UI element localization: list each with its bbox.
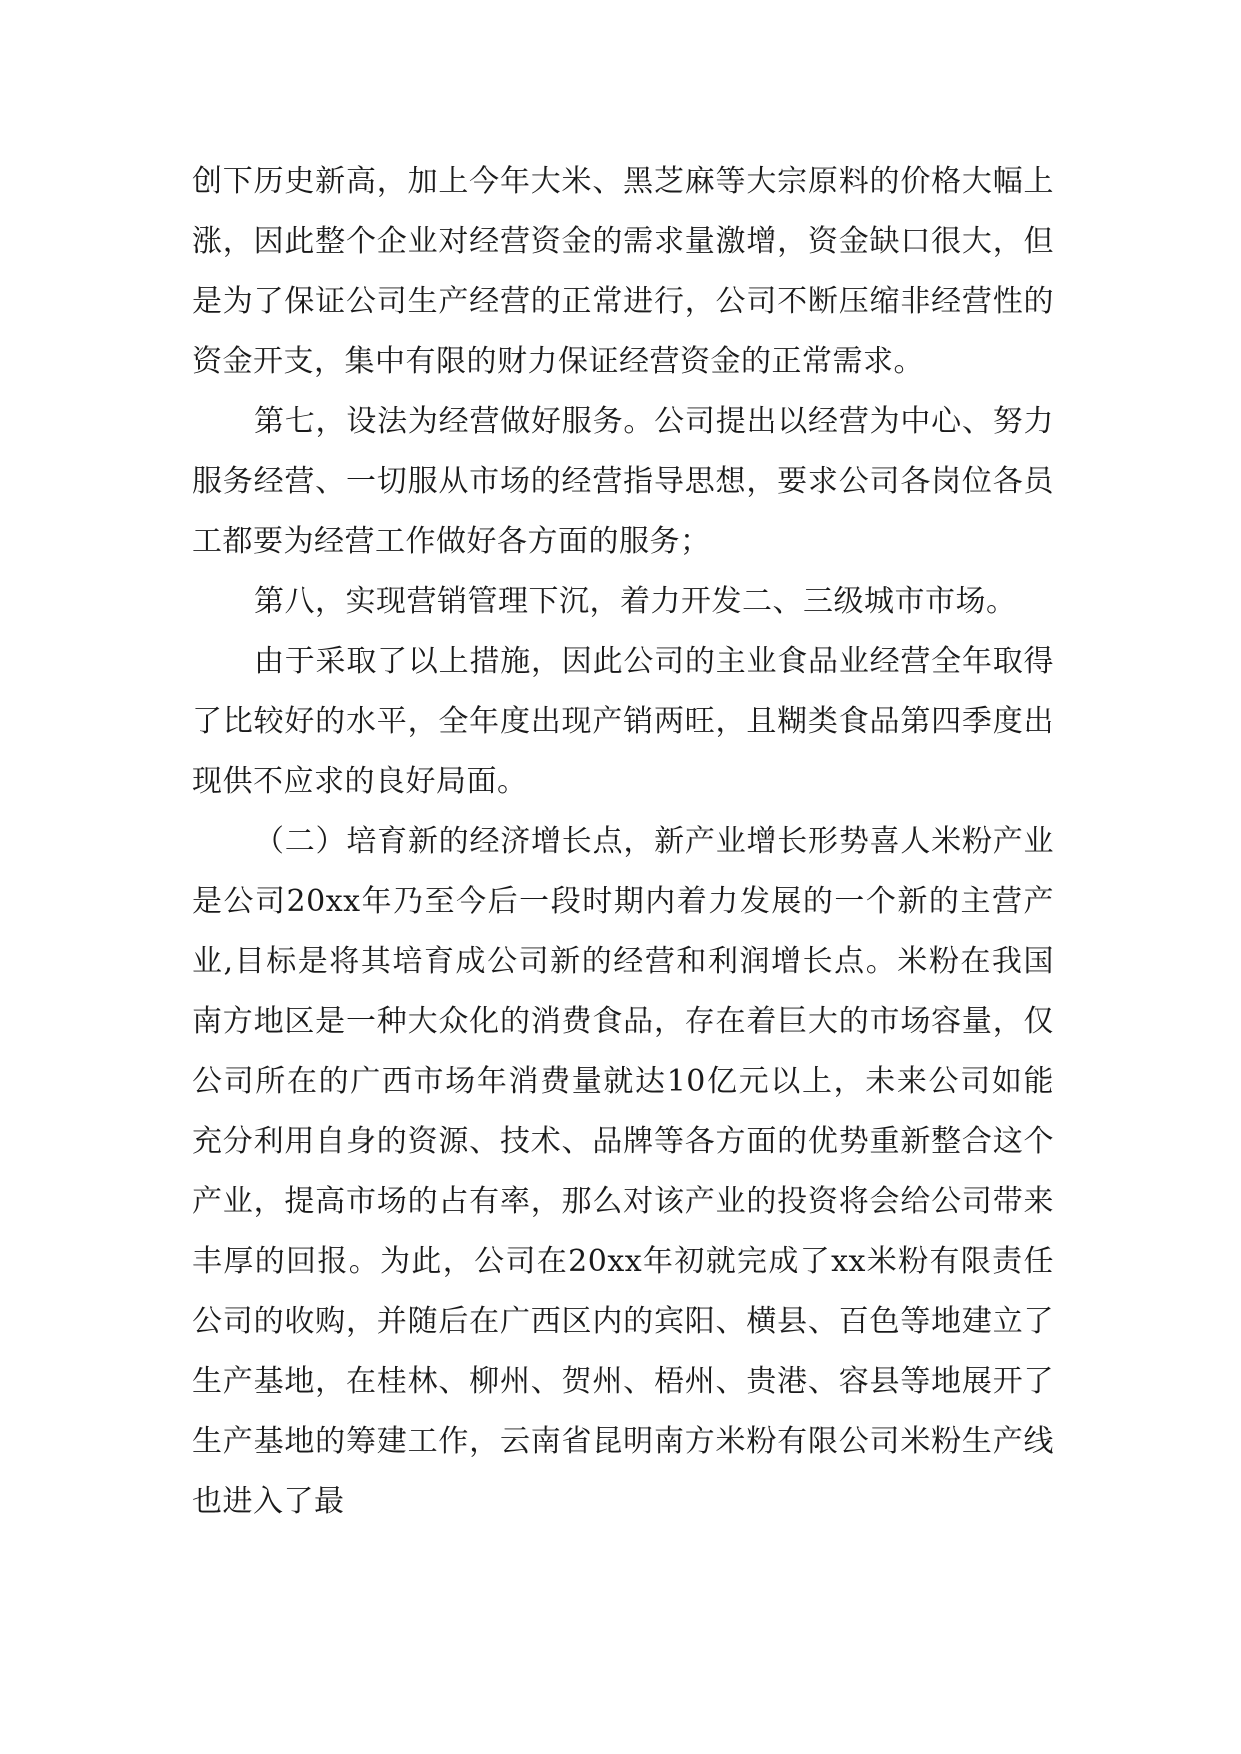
paragraph-5: （二）培育新的经济增长点，新产业增长形势喜人米粉产业是公司20xx年乃至今后一段时期内着力发展的一个新的主营产业,目标是将其培育成公司新的经营和利润增长点。米粉在我国南方地区是一种大众化的消费食品，存在着巨大的市场容量，仅公司所在的广西市场年消费量就达10亿元以上，未来公司如能充分利用自身的资源、技术、品牌等各方面的优势重新整合这个产业，提高市场的占有率，那么对该产业的投资将会给公司带来丰厚的回报。为此，公司在20xx年初就完成了xx米粉有限责任公司的收购，并随后在广西区内的宾阳、横县、百色等地建立了生产基地，在桂林、柳州、贺州、梧州、贵港、容县等地展开了生产基地的筹建工作，云南省昆明南方米粉有限公司米粉生产线也进入了最 xyxy=(192,824,1054,1519)
paragraph-4: 由于采取了以上措施，因此公司的主业食品业经营全年取得了比较好的水平，全年度出现产销两旺，且糊类食品第四季度出现供不应求的良好局面。 xyxy=(192,644,1054,799)
paragraph-3: 第八，实现营销管理下沉，着力开发二、三级城市市场。 xyxy=(254,584,1017,619)
paragraph-2: 第七，设法为经营做好服务。公司提出以经营为中心、努力服务经营、一切服从市场的经营指导思想，要求公司各岗位各员工都要为经营工作做好各方面的服务； xyxy=(192,404,1054,559)
document-page xyxy=(192,152,1054,1532)
paragraph-1: 创下历史新高，加上今年大米、黑芝麻等大宗原料的价格大幅上涨，因此整个企业对经营资金的需求量激增，资金缺口很大，但是为了保证公司生产经营的正常进行，公司不断压缩非经营性的资金开支，集中有限的财力保证经营资金的正常需求。 xyxy=(192,164,1054,379)
